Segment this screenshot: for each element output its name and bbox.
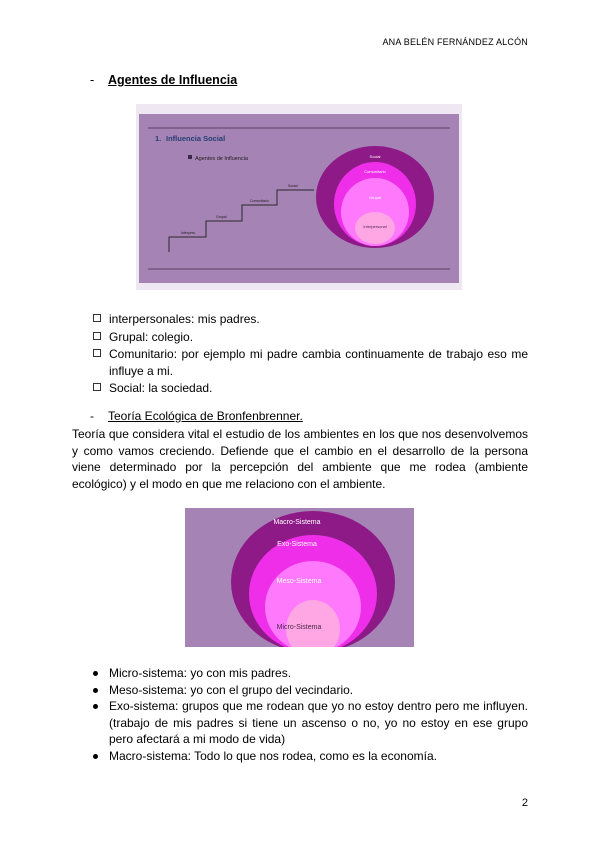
bullet-dot-icon [93, 754, 98, 759]
checklist-item [92, 311, 528, 328]
sistemas-bullet-list [92, 665, 528, 764]
bullet-dot-icon [93, 704, 98, 709]
bullet-dot-icon [93, 671, 98, 676]
label-micro-sistema: Micro-Sistema [276, 624, 322, 631]
bullet-text: Micro-sistema: yo con mis padres. [109, 666, 292, 680]
heading-text: Agentes de Influencia [108, 73, 238, 87]
checkbox-icon [93, 332, 101, 340]
stair-label: Grupal [216, 215, 227, 219]
bullet-item [92, 698, 528, 748]
bullet-item [92, 748, 528, 765]
bullet-text: Exo-sistema: grupos que me rodean que yo no estoy dentro pero me influyen. (trabajo de mis padres si tiene un ascenso o no, yo no estoy en ese grupo pero afectará a mi modo de vida) [109, 699, 528, 746]
label-macro-sistema: Macro-Sistema [273, 519, 321, 526]
circle-label-grupal: Grupal [368, 195, 382, 200]
checklist-item [92, 380, 528, 397]
bullet-dot-icon [93, 688, 98, 693]
stair-label: Interpers. [181, 231, 196, 235]
bullet-item [92, 665, 528, 682]
document-author-header: ANA BELÉN FERNÁNDEZ ALCÓN [382, 37, 528, 47]
slide-title: Influencia Social [166, 134, 226, 143]
influencia-social-slide [136, 104, 462, 290]
stair-label: Comunitario [250, 199, 269, 203]
circle-label-comunitario: Comunitario [364, 169, 386, 174]
checklist-text: Grupal: colegio. [109, 329, 194, 344]
ecological-systems-diagram [185, 508, 414, 647]
bullet-item [92, 682, 528, 699]
section-heading-agentes [90, 73, 237, 87]
checkbox-icon [93, 349, 101, 357]
page-number: 2 [521, 797, 528, 809]
checkbox-icon [93, 383, 101, 391]
bullet-text: Meso-sistema: yo con el grupo del vecindario. [109, 682, 354, 697]
stair-label: Social [288, 184, 298, 188]
checklist-text: interpersonales: mis padres. [109, 312, 260, 326]
section-heading-bronfenbrenner [90, 409, 303, 423]
circle-label-interpersonal: Interpersonal [363, 224, 387, 229]
heading-dash: - [90, 73, 95, 87]
label-exo-sistema: Exo-Sistema [277, 541, 317, 548]
checklist-text: Social: la sociedad. [109, 381, 213, 395]
checklist-text: Comunitario: por ejemplo mi padre cambia continuamente de trabajo eso me influye a mi. [109, 347, 528, 378]
slide-number: 1. [155, 134, 162, 143]
heading-text: Teoría Ecológica de Bronfenbrenner. [108, 409, 303, 423]
subtitle-bullet-icon [188, 155, 192, 159]
checklist-item [92, 346, 528, 379]
circle-label-social: Social [369, 154, 381, 159]
agentes-checklist [92, 311, 528, 398]
heading-dash: - [90, 409, 94, 423]
slide-subtitle: Agentes de Influencia [195, 156, 248, 162]
checkbox-icon [93, 314, 101, 322]
bullet-text: Macro-sistema: Todo lo que nos rodea, como es la economía. [109, 748, 437, 763]
label-meso-sistema: Meso-Sistema [276, 578, 322, 585]
checklist-item [92, 329, 528, 346]
bronfenbrenner-paragraph: Teoría que considera vital el estudio de los ambientes en los que nos desenvolvemos y como vamos creciendo. Defiende que el cambio en el desarrollo de la persona viene determinado por la percepción del ambiente que me rodea (ambiente ecológico) y el modo en que me relaciono con el ambiente. [72, 427, 528, 491]
